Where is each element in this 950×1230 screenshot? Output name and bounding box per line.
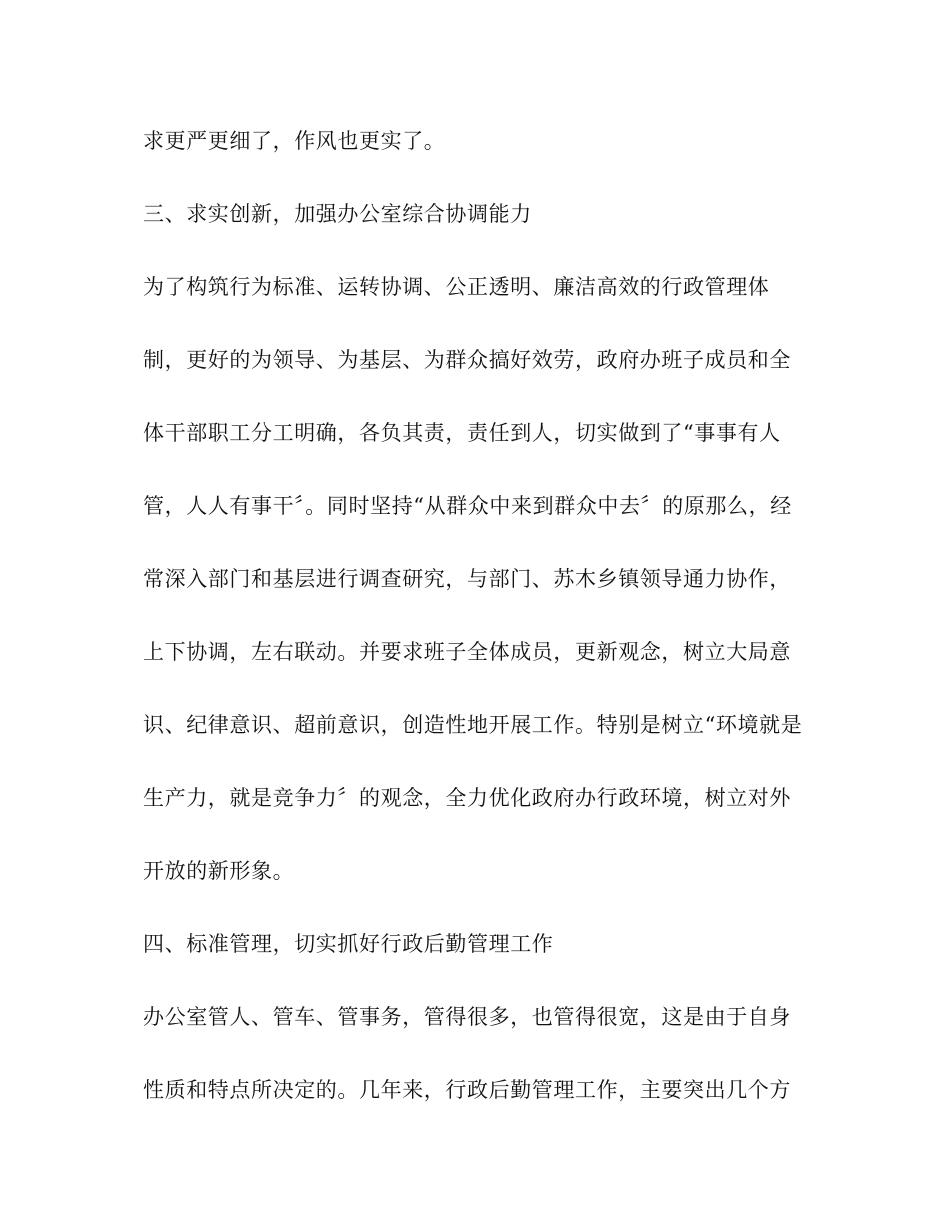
paragraph-line: 性质和特点所决定的。几年来，行政后勤管理工作，主要突出几个方 bbox=[143, 1078, 791, 1102]
section-heading-3: 三、求实创新，加强办公室综合协调能力 bbox=[143, 202, 532, 226]
paragraph-line: 体干部职工分工明确，各负其责，责任到人，切实做到了“事事有人 bbox=[143, 421, 781, 445]
paragraph-line: 求更严更细了，作风也更实了。 bbox=[143, 129, 446, 153]
paragraph-line: 管，人人有事干〞。同时坚持“从群众中来到群众中去〞的原那么，经 bbox=[143, 494, 792, 518]
paragraph-line: 上下协调，左右联动。并要求班子全体成员，更新观念，树立大局意 bbox=[143, 640, 791, 664]
paragraph-line: 识、纪律意识、超前意识，创造性地开展工作。特别是树立“环境就是 bbox=[143, 713, 803, 737]
paragraph-line: 制，更好的为领导、为基层、为群众搞好效劳，政府办班子成员和全 bbox=[143, 348, 791, 372]
paragraph-line: 办公室管人、管车、管事务，管得很多，也管得很宽，这是由于自身 bbox=[143, 1005, 791, 1029]
paragraph-line: 为了构筑行为标准、运转协调、公正透明、廉洁高效的行政管理体 bbox=[143, 275, 770, 299]
paragraph-line: 开放的新形象。 bbox=[143, 859, 295, 883]
paragraph-line: 生产力，就是竞争力〞的观念，全力优化政府办行政环境，树立对外 bbox=[143, 786, 791, 810]
section-heading-4: 四、标准管理，切实抓好行政后勤管理工作 bbox=[143, 932, 554, 956]
paragraph-line: 常深入部门和基层进行调查研究，与部门、苏木乡镇领导通力协作， bbox=[143, 567, 791, 591]
